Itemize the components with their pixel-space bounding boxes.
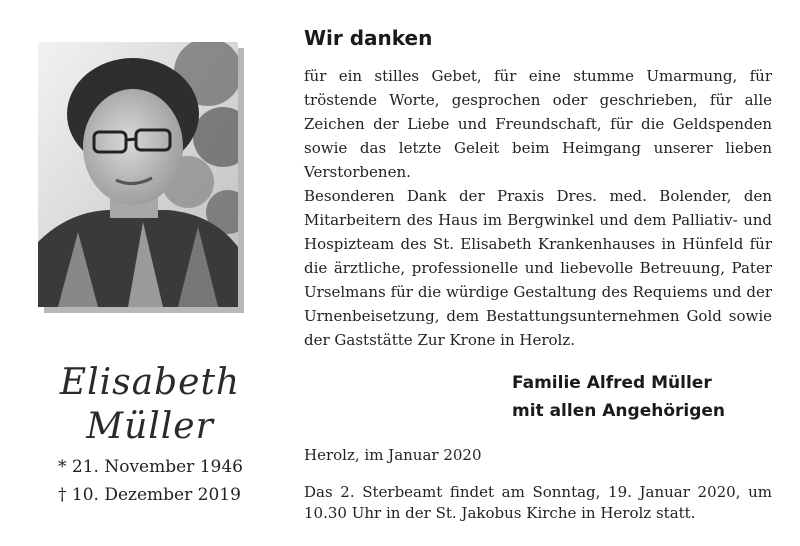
deceased-last-name: Müller	[86, 406, 214, 447]
portrait-photo-frame	[38, 42, 238, 307]
portrait-illustration	[38, 42, 238, 307]
thanks-paragraph: für ein stilles Gebet, für eine stumme Umarmung, für tröstende Worte, gesprochen oder geschrieben, für alle Zeichen der Liebe und Freundschaft, für die Geldspenden sowie das letzte Geleit beim Heimgang unserer lieben Verstorbenen.	[304, 67, 772, 181]
signature-relatives: mit allen Angehörigen	[512, 401, 726, 421]
signature-family: Familie Alfred Müller	[512, 373, 712, 393]
special-thanks-paragraph: Besonderen Dank der Praxis Dres. med. Bolender, den Mitarbeitern des Haus im Bergwinkel und dem Palliativ- und Hospizteam des St. Elisabeth Krankenhauses in Hünfeld für die ärztliche, professionelle und liebevolle Betreuung, Pater Urselmans für die würdige Gestaltung des Requiems und der Urnenbeisetzung, dem Bestattungsunternehmen Gold sowie der Gaststätte Zur Krone in Herolz.	[304, 187, 772, 349]
portrait-photo	[38, 42, 238, 307]
birth-date: * 21. November 1946	[58, 457, 243, 477]
place-and-date: Herolz, im Januar 2020	[304, 446, 482, 464]
death-date: † 10. Dezember 2019	[58, 485, 241, 505]
memorial-service-notice: Das 2. Sterbeamt findet am Sonntag, 19. Januar 2020, um 10.30 Uhr in der St. Jakobus Kirche in Herolz statt.	[304, 483, 772, 522]
thanks-heading: Wir danken	[304, 26, 433, 50]
deceased-first-name: Elisabeth	[59, 362, 241, 403]
